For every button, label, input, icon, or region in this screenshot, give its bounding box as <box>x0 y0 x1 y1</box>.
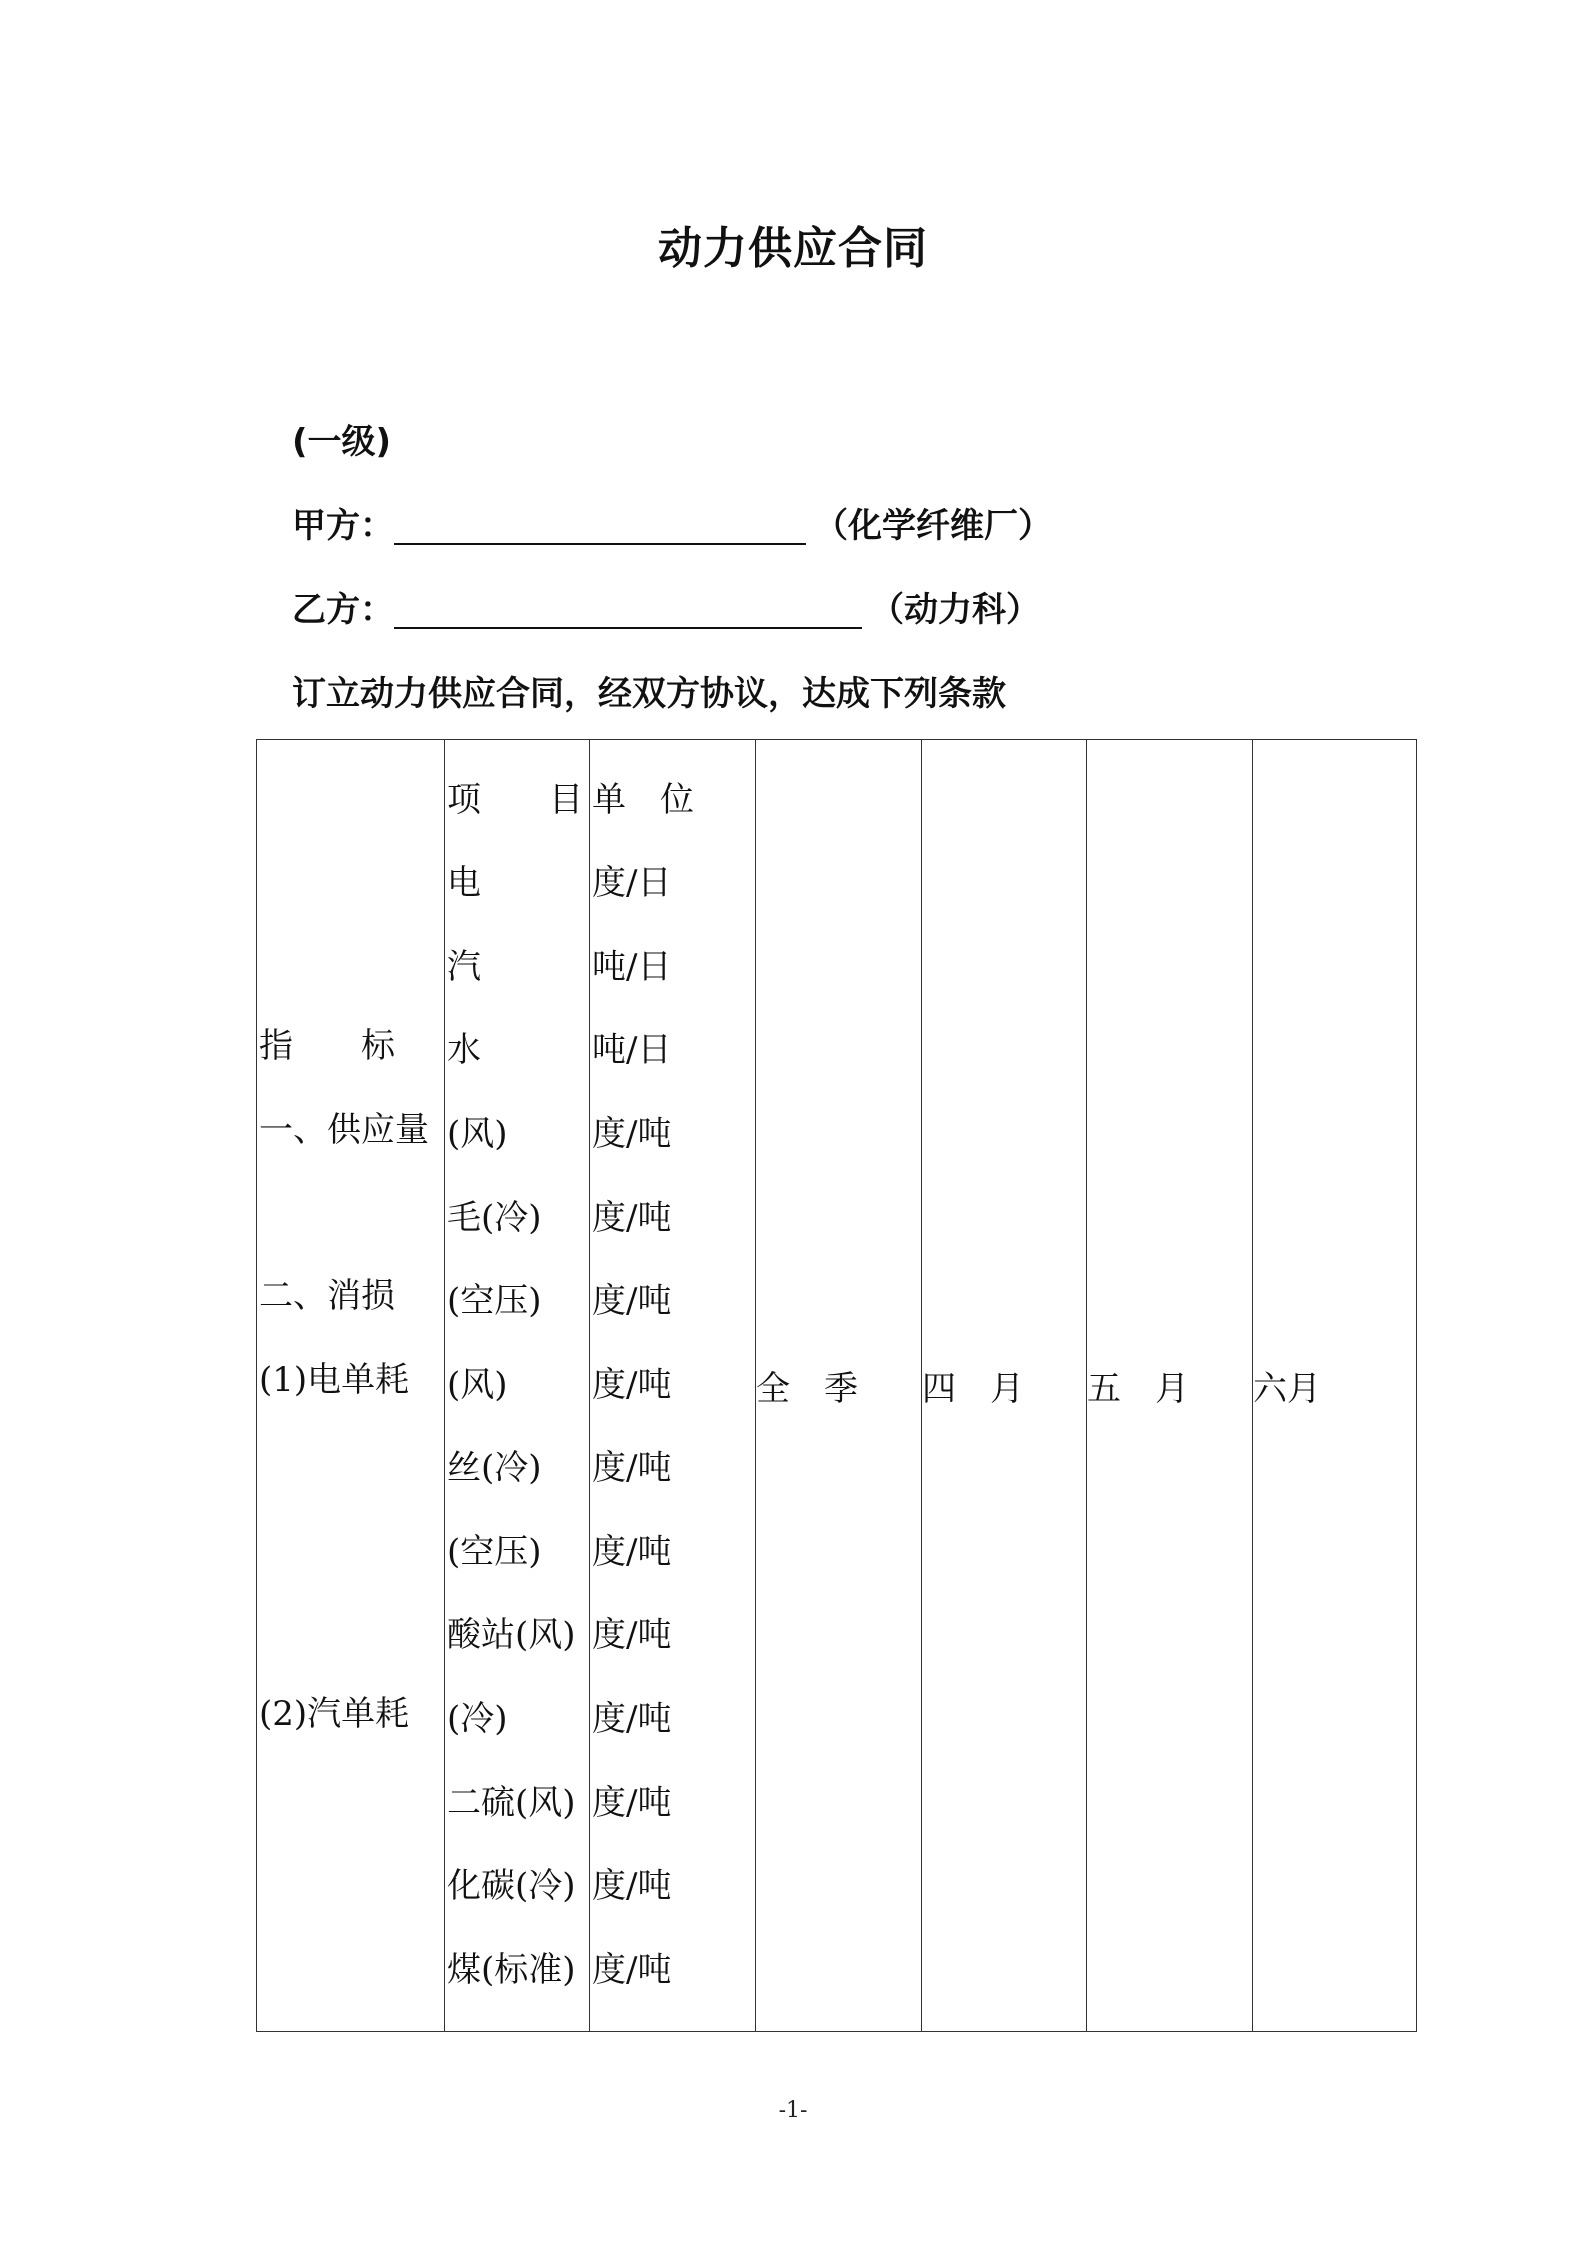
period-april: 四 月 <box>922 740 1087 2032</box>
party-b-line <box>292 582 1040 631</box>
item-cell: (冷) <box>447 1699 508 1740</box>
contract-title: 动力供应合同 <box>658 223 928 274</box>
unit-cell: 度/吨 <box>592 1615 672 1656</box>
party-a-line <box>292 498 1052 547</box>
page-number: -1- <box>778 2098 808 2123</box>
unit-cell: 吨/日 <box>592 1030 672 1071</box>
period-june: 六月 <box>1253 740 1417 2032</box>
item-cell: (空压) <box>447 1531 542 1572</box>
indicator-column <box>257 740 445 2032</box>
unit-cell: 单 位 <box>592 779 694 820</box>
electricity-unit-consumption-label: (1)电单耗 <box>259 1360 410 1400</box>
supply-volume-label: 一、供应量 <box>259 1110 429 1150</box>
item-cell: 电 <box>447 863 481 904</box>
party-b-blank[interactable] <box>394 591 862 629</box>
level-line: (一级) <box>292 422 392 462</box>
party-a-label: 甲方： <box>292 506 394 546</box>
unit-cell: 度/吨 <box>592 1782 672 1823</box>
item-cell: (空压) <box>447 1281 542 1322</box>
steam-unit-consumption-label: (2)汽单耗 <box>259 1694 410 1734</box>
unit-cell: 度/吨 <box>592 1197 672 1238</box>
party-b-label: 乙方： <box>292 590 394 630</box>
intro-line: 订立动力供应合同，经双方协议，达成下列条款 <box>292 674 1006 714</box>
party-a-suffix: （化学纤维厂） <box>814 506 1052 546</box>
item-cell: 化碳(冷) <box>447 1866 576 1907</box>
item-cell: 水 <box>447 1030 481 1071</box>
consumption-label: 二、消损 <box>259 1276 395 1316</box>
item-cell: 项 目 <box>447 779 583 820</box>
unit-cell: 度/吨 <box>592 1531 672 1572</box>
party-a-blank[interactable] <box>394 507 806 545</box>
item-column <box>445 740 590 2032</box>
party-b-suffix: （动力科） <box>870 590 1040 630</box>
item-cell: 丝(冷) <box>447 1448 542 1489</box>
item-cell: 煤(标准) <box>447 1949 576 1990</box>
item-cell: 汽 <box>447 946 481 987</box>
item-cell: (风) <box>447 1113 508 1154</box>
supply-table <box>256 739 1417 2032</box>
unit-cell: 度/吨 <box>592 1364 672 1405</box>
unit-cell: 度/吨 <box>592 1113 672 1154</box>
period-full-season: 全 季 <box>756 740 922 2032</box>
item-cell: 毛(冷) <box>447 1197 542 1238</box>
item-cell: (风) <box>447 1364 508 1405</box>
period-may: 五 月 <box>1087 740 1253 2032</box>
item-cell: 二硫(风) <box>447 1782 576 1823</box>
unit-cell: 度/吨 <box>592 1281 672 1322</box>
unit-cell: 吨/日 <box>592 946 672 987</box>
indicator-label: 指 标 <box>259 1026 395 1066</box>
unit-cell: 度/吨 <box>592 1949 672 1990</box>
item-cell: 酸站(风) <box>447 1615 576 1656</box>
unit-cell: 度/吨 <box>592 1866 672 1907</box>
unit-cell: 度/吨 <box>592 1699 672 1740</box>
unit-cell: 度/日 <box>592 863 672 904</box>
unit-column <box>590 740 756 2032</box>
unit-cell: 度/吨 <box>592 1448 672 1489</box>
